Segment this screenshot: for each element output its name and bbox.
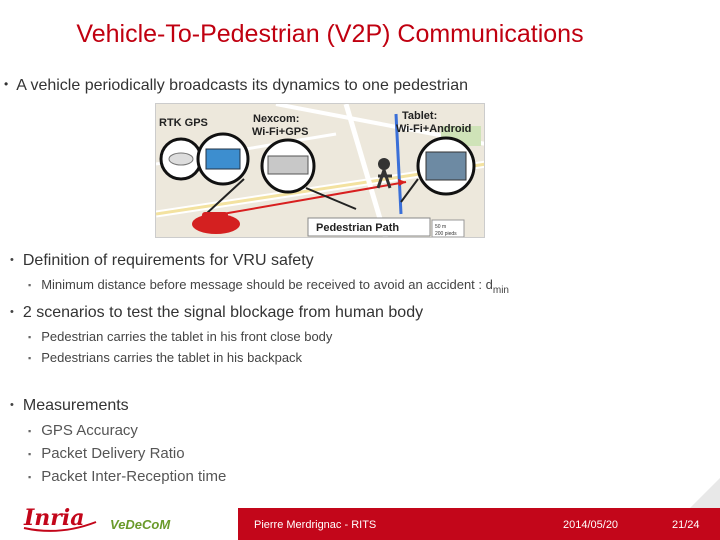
bullet-text: Definition of requirements for VRU safety (22, 252, 314, 269)
sub-bullet-text: Pedestrian carries the tablet in his front close body (41, 329, 333, 344)
subscript-min: min (492, 285, 509, 296)
bullet-dot: ▪ (28, 472, 32, 482)
label-path: Pedestrian Path (316, 222, 400, 234)
scale-1: 50 m (435, 224, 447, 230)
page-number: 21/24 (672, 519, 700, 531)
footer-author: Pierre Merdrignac - RITS (254, 519, 377, 531)
sub-bullet-text: Pedestrians carries the tablet in his backpack (41, 350, 303, 365)
sub-bullet-text: Minimum distance before message should be received to avoid an accident : d (41, 277, 493, 292)
sub-bullet-text: Packet Delivery Ratio (41, 445, 185, 462)
bullet-dot: ▪ (28, 332, 32, 342)
bullet-dot: ▪ (28, 280, 32, 290)
label-rtk: RTK GPS (159, 117, 208, 129)
bullet-dot: • (4, 77, 9, 91)
vedecom-logo-graphic (108, 510, 178, 536)
vedecom-logo (108, 510, 178, 536)
footer-date: 2014/05/20 (563, 519, 619, 531)
label-tablet-1: Tablet: (402, 110, 438, 122)
inria-logo: Inria (24, 505, 85, 531)
bullet-dot: • (10, 306, 14, 318)
bullet-dot: • (10, 399, 14, 411)
label-nexcom-1: Nexcom: (253, 113, 300, 125)
corner-decor (690, 478, 720, 508)
sub-bullet-text: GPS Accuracy (41, 422, 138, 439)
sub-bullet-text: Packet Inter-Reception time (41, 468, 227, 485)
top-bullet-text: A vehicle periodically broadcasts its dynamics to one pedestrian (16, 77, 468, 94)
bullet-dot: ▪ (28, 426, 32, 436)
label-tablet-2: Wi-Fi+Android (396, 123, 472, 135)
bullet-text: 2 scenarios to test the signal blockage from human body (22, 304, 424, 321)
bullet-text: Measurements (22, 397, 129, 414)
vedecom-logo-text: VeDeCoM (110, 517, 171, 532)
scale-2: 200 pieds (435, 231, 457, 237)
bullet-dot: • (10, 254, 14, 266)
slide-title: Vehicle-To-Pedestrian (V2P) Communications (76, 20, 584, 48)
label-nexcom-2: Wi-Fi+GPS (252, 126, 309, 138)
bullet-dot: ▪ (28, 353, 32, 363)
bullet-dot: ▪ (28, 449, 32, 459)
